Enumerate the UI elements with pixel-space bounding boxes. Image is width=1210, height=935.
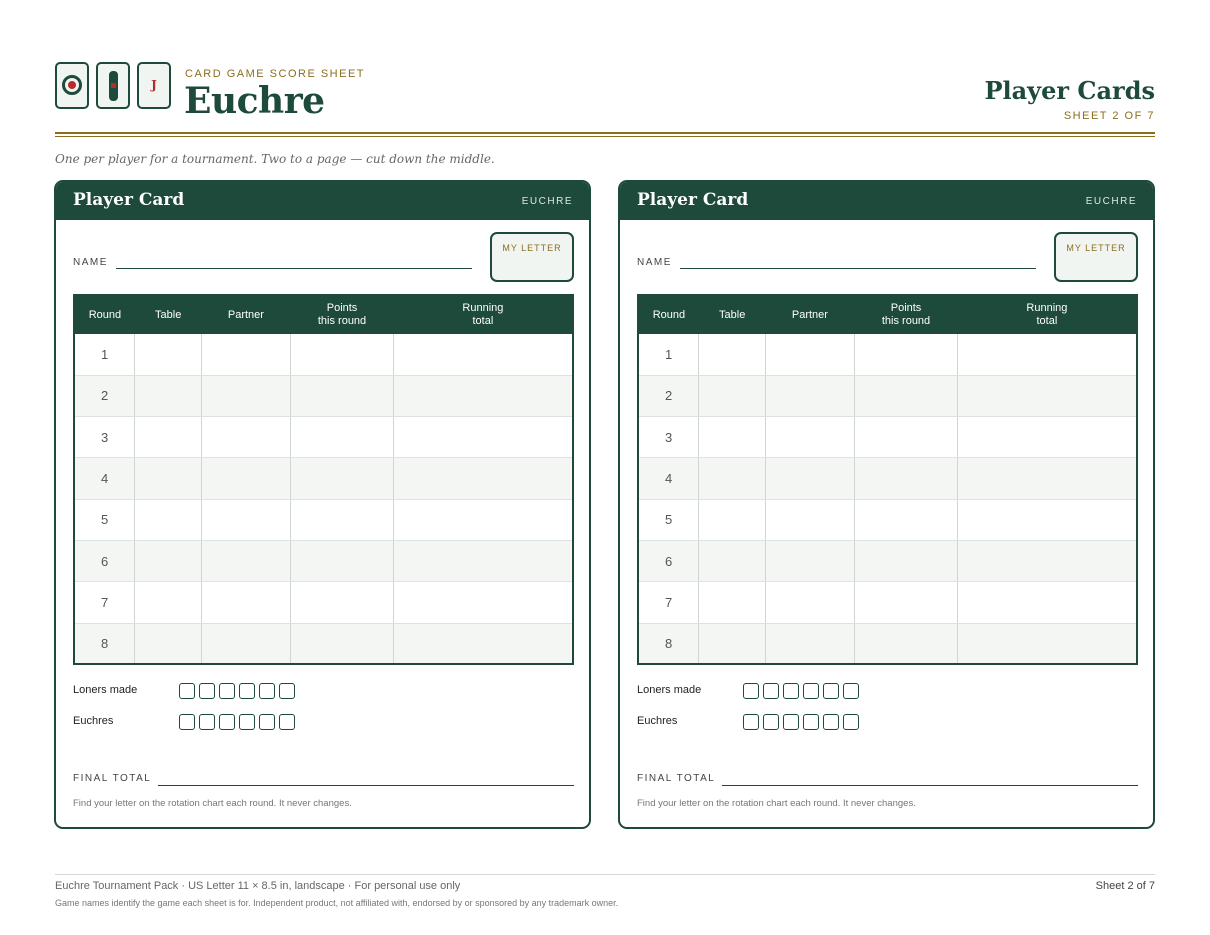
table-row (74, 499, 573, 540)
final-total-label: FINAL TOTAL (637, 773, 716, 784)
my-letter-label: MY LETTER (1066, 243, 1126, 253)
score-cell[interactable] (699, 623, 766, 664)
tally-checkbox[interactable] (843, 683, 859, 699)
table-header-row (638, 295, 1137, 334)
round-number: 4 (74, 458, 135, 499)
score-cell[interactable] (135, 334, 202, 375)
table-row (74, 334, 573, 375)
score-cell[interactable] (958, 375, 1137, 416)
card-title: Player Card (73, 190, 185, 210)
column-header: Running total (394, 295, 573, 334)
score-cell[interactable] (699, 417, 766, 458)
footer-info: Euchre Tournament Pack · US Letter 11 × 8.5 in, landscape · For personal use only (55, 880, 461, 892)
page-title: Euchre (184, 80, 325, 122)
loners-label: Loners made (73, 684, 138, 696)
tally-checkbox[interactable] (279, 714, 295, 730)
score-cell[interactable] (958, 623, 1137, 664)
score-cell[interactable] (202, 540, 291, 581)
footer-disclaimer: Game names identify the game each sheet is for. Independent product, not affiliated with, endorsed by or sponsored by any trademark owner. (55, 898, 619, 908)
player-card-left (54, 180, 591, 829)
score-cell[interactable] (290, 623, 394, 664)
score-cell[interactable] (290, 375, 394, 416)
score-cell[interactable] (766, 540, 855, 581)
score-cell[interactable] (290, 499, 394, 540)
score-cell[interactable] (202, 458, 291, 499)
table-row (638, 582, 1137, 623)
table-row (74, 458, 573, 499)
score-cell[interactable] (699, 375, 766, 416)
name-label: NAME (73, 257, 108, 268)
score-cell[interactable] (854, 582, 958, 623)
table-row (74, 582, 573, 623)
score-cell[interactable] (854, 623, 958, 664)
score-cell[interactable] (854, 375, 958, 416)
euchres-tally (179, 714, 295, 730)
score-cell[interactable] (135, 540, 202, 581)
score-cell[interactable] (958, 582, 1137, 623)
table-row (638, 499, 1137, 540)
tally-checkbox[interactable] (823, 683, 839, 699)
score-table (73, 294, 574, 665)
score-cell[interactable] (699, 582, 766, 623)
table-row (638, 458, 1137, 499)
table-row (74, 375, 573, 416)
card-game-label: EUCHRE (521, 196, 573, 207)
round-number: 5 (638, 499, 699, 540)
tally-checkbox[interactable] (259, 714, 275, 730)
table-row (638, 375, 1137, 416)
name-field[interactable] (116, 268, 472, 269)
sheet-count: SHEET 2 OF 7 (1063, 110, 1155, 122)
score-cell[interactable] (135, 458, 202, 499)
score-cell[interactable] (854, 499, 958, 540)
tally-checkbox[interactable] (199, 714, 215, 730)
round-number: 2 (74, 375, 135, 416)
score-table (637, 294, 1138, 665)
tally-checkbox[interactable] (763, 714, 779, 730)
score-cell[interactable] (854, 458, 958, 499)
score-cell[interactable] (135, 417, 202, 458)
score-cell[interactable] (958, 540, 1137, 581)
round-number: 7 (74, 582, 135, 623)
final-total-label: FINAL TOTAL (73, 773, 152, 784)
tally-checkbox[interactable] (259, 683, 275, 699)
page-header (55, 62, 1155, 124)
score-cell[interactable] (854, 540, 958, 581)
score-cell[interactable] (958, 334, 1137, 375)
score-cell[interactable] (958, 458, 1137, 499)
round-number: 1 (74, 334, 135, 375)
round-number: 3 (638, 417, 699, 458)
jack-card-icon: J (137, 62, 171, 109)
table-row (638, 540, 1137, 581)
round-number: 5 (74, 499, 135, 540)
card-note: Find your letter on the rotation chart each round. It never changes. (637, 798, 916, 809)
loners-tally (179, 683, 295, 699)
name-label: NAME (637, 257, 672, 268)
logo (55, 62, 171, 109)
score-cell[interactable] (394, 540, 573, 581)
round-number: 4 (638, 458, 699, 499)
round-number: 3 (74, 417, 135, 458)
score-cell[interactable] (699, 458, 766, 499)
score-cell[interactable] (202, 623, 291, 664)
round-number: 2 (638, 375, 699, 416)
header-kicker: CARD GAME SCORE SHEET (185, 68, 366, 80)
score-cell[interactable] (766, 623, 855, 664)
table-row (638, 334, 1137, 375)
score-cell[interactable] (766, 375, 855, 416)
score-cell[interactable] (135, 375, 202, 416)
round-number: 8 (638, 623, 699, 664)
tally-checkbox[interactable] (239, 683, 255, 699)
tally-checkbox[interactable] (239, 714, 255, 730)
score-cell[interactable] (958, 417, 1137, 458)
loners-tally (743, 683, 859, 699)
table-row (74, 540, 573, 581)
score-cell[interactable] (290, 540, 394, 581)
score-cell[interactable] (135, 582, 202, 623)
tally-checkbox[interactable] (279, 683, 295, 699)
column-header: Round (74, 295, 135, 334)
name-field[interactable] (680, 268, 1036, 269)
tally-checkbox[interactable] (199, 683, 215, 699)
column-header: Points this round (290, 295, 394, 334)
score-cell[interactable] (394, 582, 573, 623)
score-cell[interactable] (766, 417, 855, 458)
score-cell[interactable] (290, 417, 394, 458)
column-header: Partner (202, 295, 291, 334)
score-cell[interactable] (766, 582, 855, 623)
score-cell[interactable] (766, 334, 855, 375)
column-header: Running total (958, 295, 1137, 334)
my-letter-box[interactable] (490, 232, 574, 282)
tally-checkbox[interactable] (179, 714, 195, 730)
page-subtitle: One per player for a tournament. Two to a page — cut down the middle. (55, 152, 495, 166)
round-number: 1 (638, 334, 699, 375)
score-cell[interactable] (394, 623, 573, 664)
score-cell[interactable] (699, 499, 766, 540)
score-cell[interactable] (394, 334, 573, 375)
bar-card-icon (96, 62, 130, 109)
score-cell[interactable] (854, 334, 958, 375)
card-title: Player Card (637, 190, 749, 210)
score-cell[interactable] (202, 499, 291, 540)
score-cell[interactable] (135, 499, 202, 540)
score-cell[interactable] (202, 375, 291, 416)
header-rule (55, 132, 1155, 134)
euchres-tally (743, 714, 859, 730)
table-row (74, 417, 573, 458)
tally-checkbox[interactable] (743, 683, 759, 699)
euchres-label: Euchres (73, 715, 114, 727)
score-cell[interactable] (202, 417, 291, 458)
target-card-icon (55, 62, 89, 109)
score-cell[interactable] (394, 375, 573, 416)
tally-checkbox[interactable] (743, 714, 759, 730)
header-rule-thin (55, 136, 1155, 137)
table-row (638, 417, 1137, 458)
score-cell[interactable] (766, 499, 855, 540)
round-number: 6 (74, 540, 135, 581)
round-number: 8 (74, 623, 135, 664)
score-cell[interactable] (854, 417, 958, 458)
column-header: Table (699, 295, 766, 334)
round-number: 7 (638, 582, 699, 623)
euchres-label: Euchres (637, 715, 678, 727)
tally-checkbox[interactable] (803, 683, 819, 699)
score-cell[interactable] (202, 582, 291, 623)
score-cell[interactable] (699, 540, 766, 581)
tally-checkbox[interactable] (219, 683, 235, 699)
card-game-label: EUCHRE (1085, 196, 1137, 207)
tally-checkbox[interactable] (763, 683, 779, 699)
card-header (56, 182, 589, 220)
sheet-title: Player Cards (984, 76, 1155, 105)
final-total-field[interactable] (722, 785, 1138, 786)
tally-checkbox[interactable] (219, 714, 235, 730)
table-row (638, 623, 1137, 664)
score-cell[interactable] (135, 623, 202, 664)
card-header (620, 182, 1153, 220)
tally-checkbox[interactable] (843, 714, 859, 730)
column-header: Table (135, 295, 202, 334)
score-cell[interactable] (290, 458, 394, 499)
score-cell[interactable] (202, 334, 291, 375)
card-note: Find your letter on the rotation chart each round. It never changes. (73, 798, 352, 809)
score-cell[interactable] (394, 417, 573, 458)
column-header: Points this round (854, 295, 958, 334)
table-header-row (74, 295, 573, 334)
table-row (74, 623, 573, 664)
loners-label: Loners made (637, 684, 702, 696)
my-letter-label: MY LETTER (502, 243, 562, 253)
footer-rule (55, 874, 1155, 875)
round-number: 6 (638, 540, 699, 581)
tally-checkbox[interactable] (783, 714, 799, 730)
score-cell[interactable] (766, 458, 855, 499)
score-cell[interactable] (958, 499, 1137, 540)
score-cell[interactable] (699, 334, 766, 375)
tally-checkbox[interactable] (803, 714, 819, 730)
score-cell[interactable] (394, 499, 573, 540)
player-card-right (618, 180, 1155, 829)
tally-checkbox[interactable] (783, 683, 799, 699)
score-cell[interactable] (290, 334, 394, 375)
final-total-field[interactable] (158, 785, 574, 786)
score-cell[interactable] (290, 582, 394, 623)
score-cell[interactable] (394, 458, 573, 499)
tally-checkbox[interactable] (823, 714, 839, 730)
my-letter-box[interactable] (1054, 232, 1138, 282)
column-header: Partner (766, 295, 855, 334)
column-header: Round (638, 295, 699, 334)
tally-checkbox[interactable] (179, 683, 195, 699)
footer-sheet-count: Sheet 2 of 7 (1095, 880, 1155, 892)
